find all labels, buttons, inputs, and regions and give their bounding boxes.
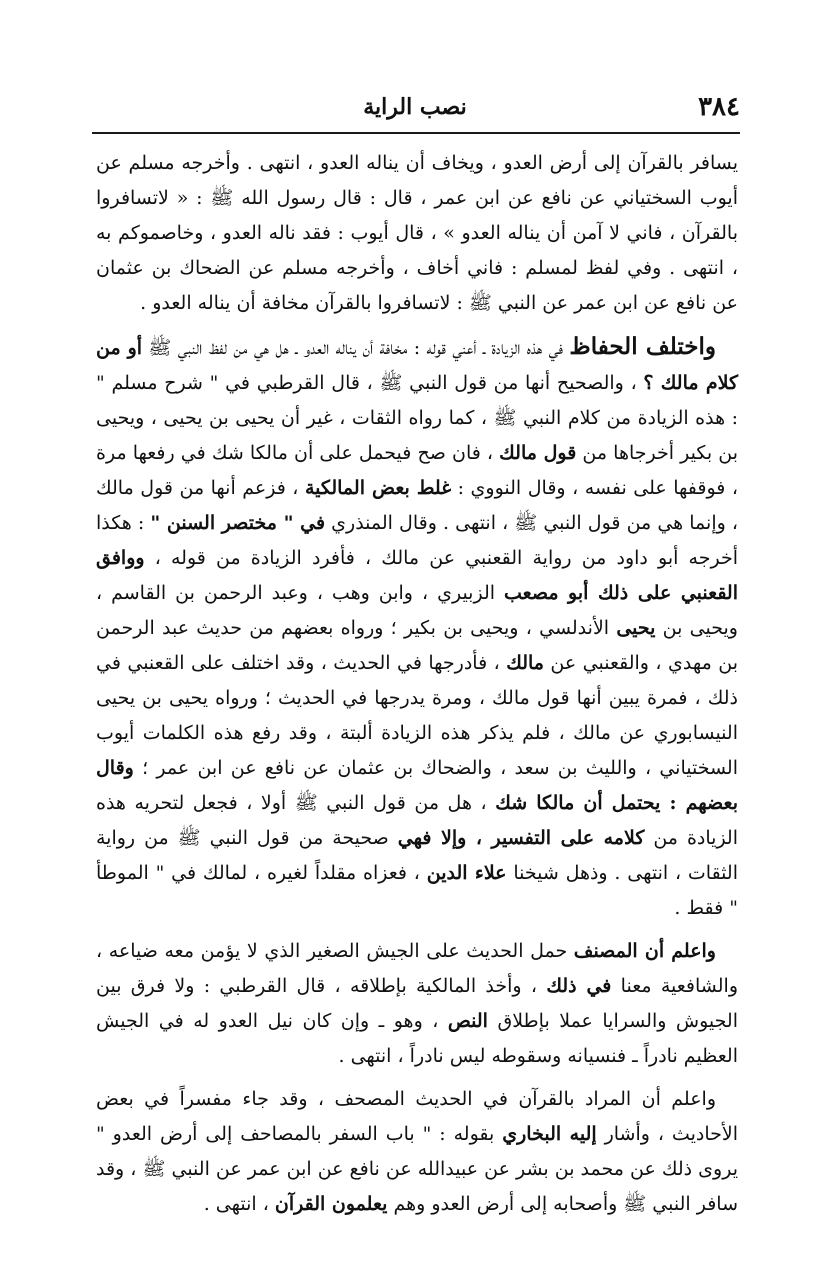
text-segment: ، وهو ـ وإن كان نيل العدو له في الجيش العظيم نادراً ـ فنسيانه وسقوطه ليس نادراً ، انتهى . xyxy=(96,1010,738,1067)
text-segment: قول مالك xyxy=(499,442,577,464)
paragraph-3 xyxy=(96,934,738,1074)
text-segment: بقوله : " باب السفر بالمصاحف إلى أرض العدو " يروى ذلك عن محمد بن بشر عن عبيدالله عن نافع عن ابن عمر عن النبي ﷺ ، وقد سافر النبي ﷺ وأصحابه إلى أرض العدو وهم xyxy=(96,1123,738,1215)
text-segment: ، والصحيح أنها من قول النبي ﷺ ، قال القرطبي في " شرح مسلم " : هذه الزيادة من كلام النبي ﷺ ، كما رواه الثقات ، غير أن يحيى بن يحيى ، ويحيى بن بكير أخرجاها من xyxy=(96,372,738,464)
page-number: ٣٨٤ xyxy=(698,92,740,122)
text-segment: ، هل من قول النبي ﷺ أولا ، فجعل لتحريه هذه الزيادة من xyxy=(96,792,738,849)
text-segment: واختلف الحفاظ xyxy=(569,333,716,360)
text-segment: ، وأخذ المالكية بإطلاقه ، قال القرطبي : ولا فرق بين الجيوش والسرايا عملا بإطلاق xyxy=(96,975,738,1032)
header-rule xyxy=(92,132,740,134)
text-segment: إليه البخاري xyxy=(502,1123,597,1145)
text-segment: في هذه الزيادة ـ أعني قوله : مخافة أن يناله العدو ـ هل هي من لفظ النبي ﷺ xyxy=(142,337,570,359)
text-segment: كلامه على التفسير ، وإلا فهي xyxy=(397,827,645,849)
text-segment: مالك xyxy=(506,652,544,674)
text-segment: أو من كلام مالك ؟ xyxy=(96,337,739,394)
paragraph-gap xyxy=(96,1074,738,1082)
text-segment: ، انتهى . xyxy=(203,1193,275,1215)
text-segment: واعلم أن المصنف xyxy=(573,940,716,962)
text-segment: حمل الحديث على الجيش الصغير الذي لا يؤمن معه ضياعه ، والشافعية معنا xyxy=(96,940,738,997)
text-segment: يعلمون القرآن xyxy=(274,1193,388,1215)
paragraph-2 xyxy=(96,329,738,926)
text-segment: في ذلك xyxy=(546,975,612,997)
text-segment: صحيحة من قول النبي ﷺ من رواية الثقات ، انتهى . وذهل شيخنا xyxy=(96,827,738,884)
text-segment: ، فزعم أنها من قول مالك ، وإنما هي من قول النبي ﷺ ، انتهى . وقال المنذري xyxy=(96,477,738,534)
paragraph-1 xyxy=(96,146,738,321)
running-title: نصب الراية xyxy=(363,94,467,120)
text-segment: النص xyxy=(447,1010,488,1032)
text-segment: ووافق القعنبي على ذلك أبو مصعب xyxy=(96,547,738,604)
text-segment: : هكذا أخرجه أبو داود من رواية القعنبي عن مالك ، فأفرد الزيادة من قوله ، xyxy=(96,512,738,569)
body-text xyxy=(96,146,738,1222)
text-segment: غلط بعض المالكية xyxy=(304,477,452,499)
text-segment: يسافر بالقرآن إلى أرض العدو ، ويخاف أن يناله العدو ، انتهى . وأخرجه مسلم عن أيوب السختياني عن نافع عن ابن عمر ، قال : قال رسول الله ﷺ : « لاتسافروا بالقرآن ، فاني لا آمن أن يناله العدو » ، قال أيوب : فقد ناله العدو ، وخاصموكم به ، انتهى . وفي لفظ لمسلم : فاني أخاف ، وأخرجه مسلم عن الضحاك بن عثمان عن نافع عن ابن عمر عن النبي ﷺ : لاتسافروا بالقرآن مخافة أن يناله العدو . xyxy=(96,152,738,314)
paragraph-4 xyxy=(96,1082,738,1222)
text-segment: ، فأدرجها في الحديث ، وقد اختلف على القعنبي في ذلك ، فمرة يبين أنها قول مالك ، ومرة يدرجها في الحديث ؛ ورواه يحيى بن يحيى النيسابوري عن مالك ، فلم يذكر هذه الزيادة ألبتة ، وقد رفع هذه الكلمات أيوب السختياني ، والليث بن سعد ، والضحاك بن عثمان عن نافع عن ابن عمر ؛ xyxy=(96,652,738,779)
text-segment: في " مختصر السنن " xyxy=(150,512,326,534)
text-segment: ، فان صح فيحمل على أن مالكا شك في رفعها مرة ، فوقفها على نفسه ، وقال النووي : xyxy=(96,442,738,499)
paragraph-gap xyxy=(96,926,738,934)
text-segment: علاء الدين xyxy=(426,862,507,884)
text-segment: يحيى xyxy=(616,617,656,639)
text-segment: وقال بعضهم : يحتمل أن مالكا شك xyxy=(96,757,738,814)
page-header xyxy=(90,88,740,132)
paragraph-gap xyxy=(96,321,738,329)
text-segment: الزبيري ، وابن وهب ، وعبد الرحمن بن القاسم ، ويحيى بن xyxy=(96,582,738,639)
text-segment: الأندلسي ، ويحيى بن بكير ؛ ورواه بعضهم من حديث عبد الرحمن بن مهدي ، والقعنبي عن xyxy=(96,617,738,674)
text-segment: ، فعزاه مقلداً لغيره ، لمالك في " الموطأ " فقط . xyxy=(96,862,738,919)
text-segment: واعلم أن المراد بالقرآن في الحديث المصحف ، وقد جاء مفسراً في بعض الأحاديث ، وأشار xyxy=(96,1088,738,1145)
